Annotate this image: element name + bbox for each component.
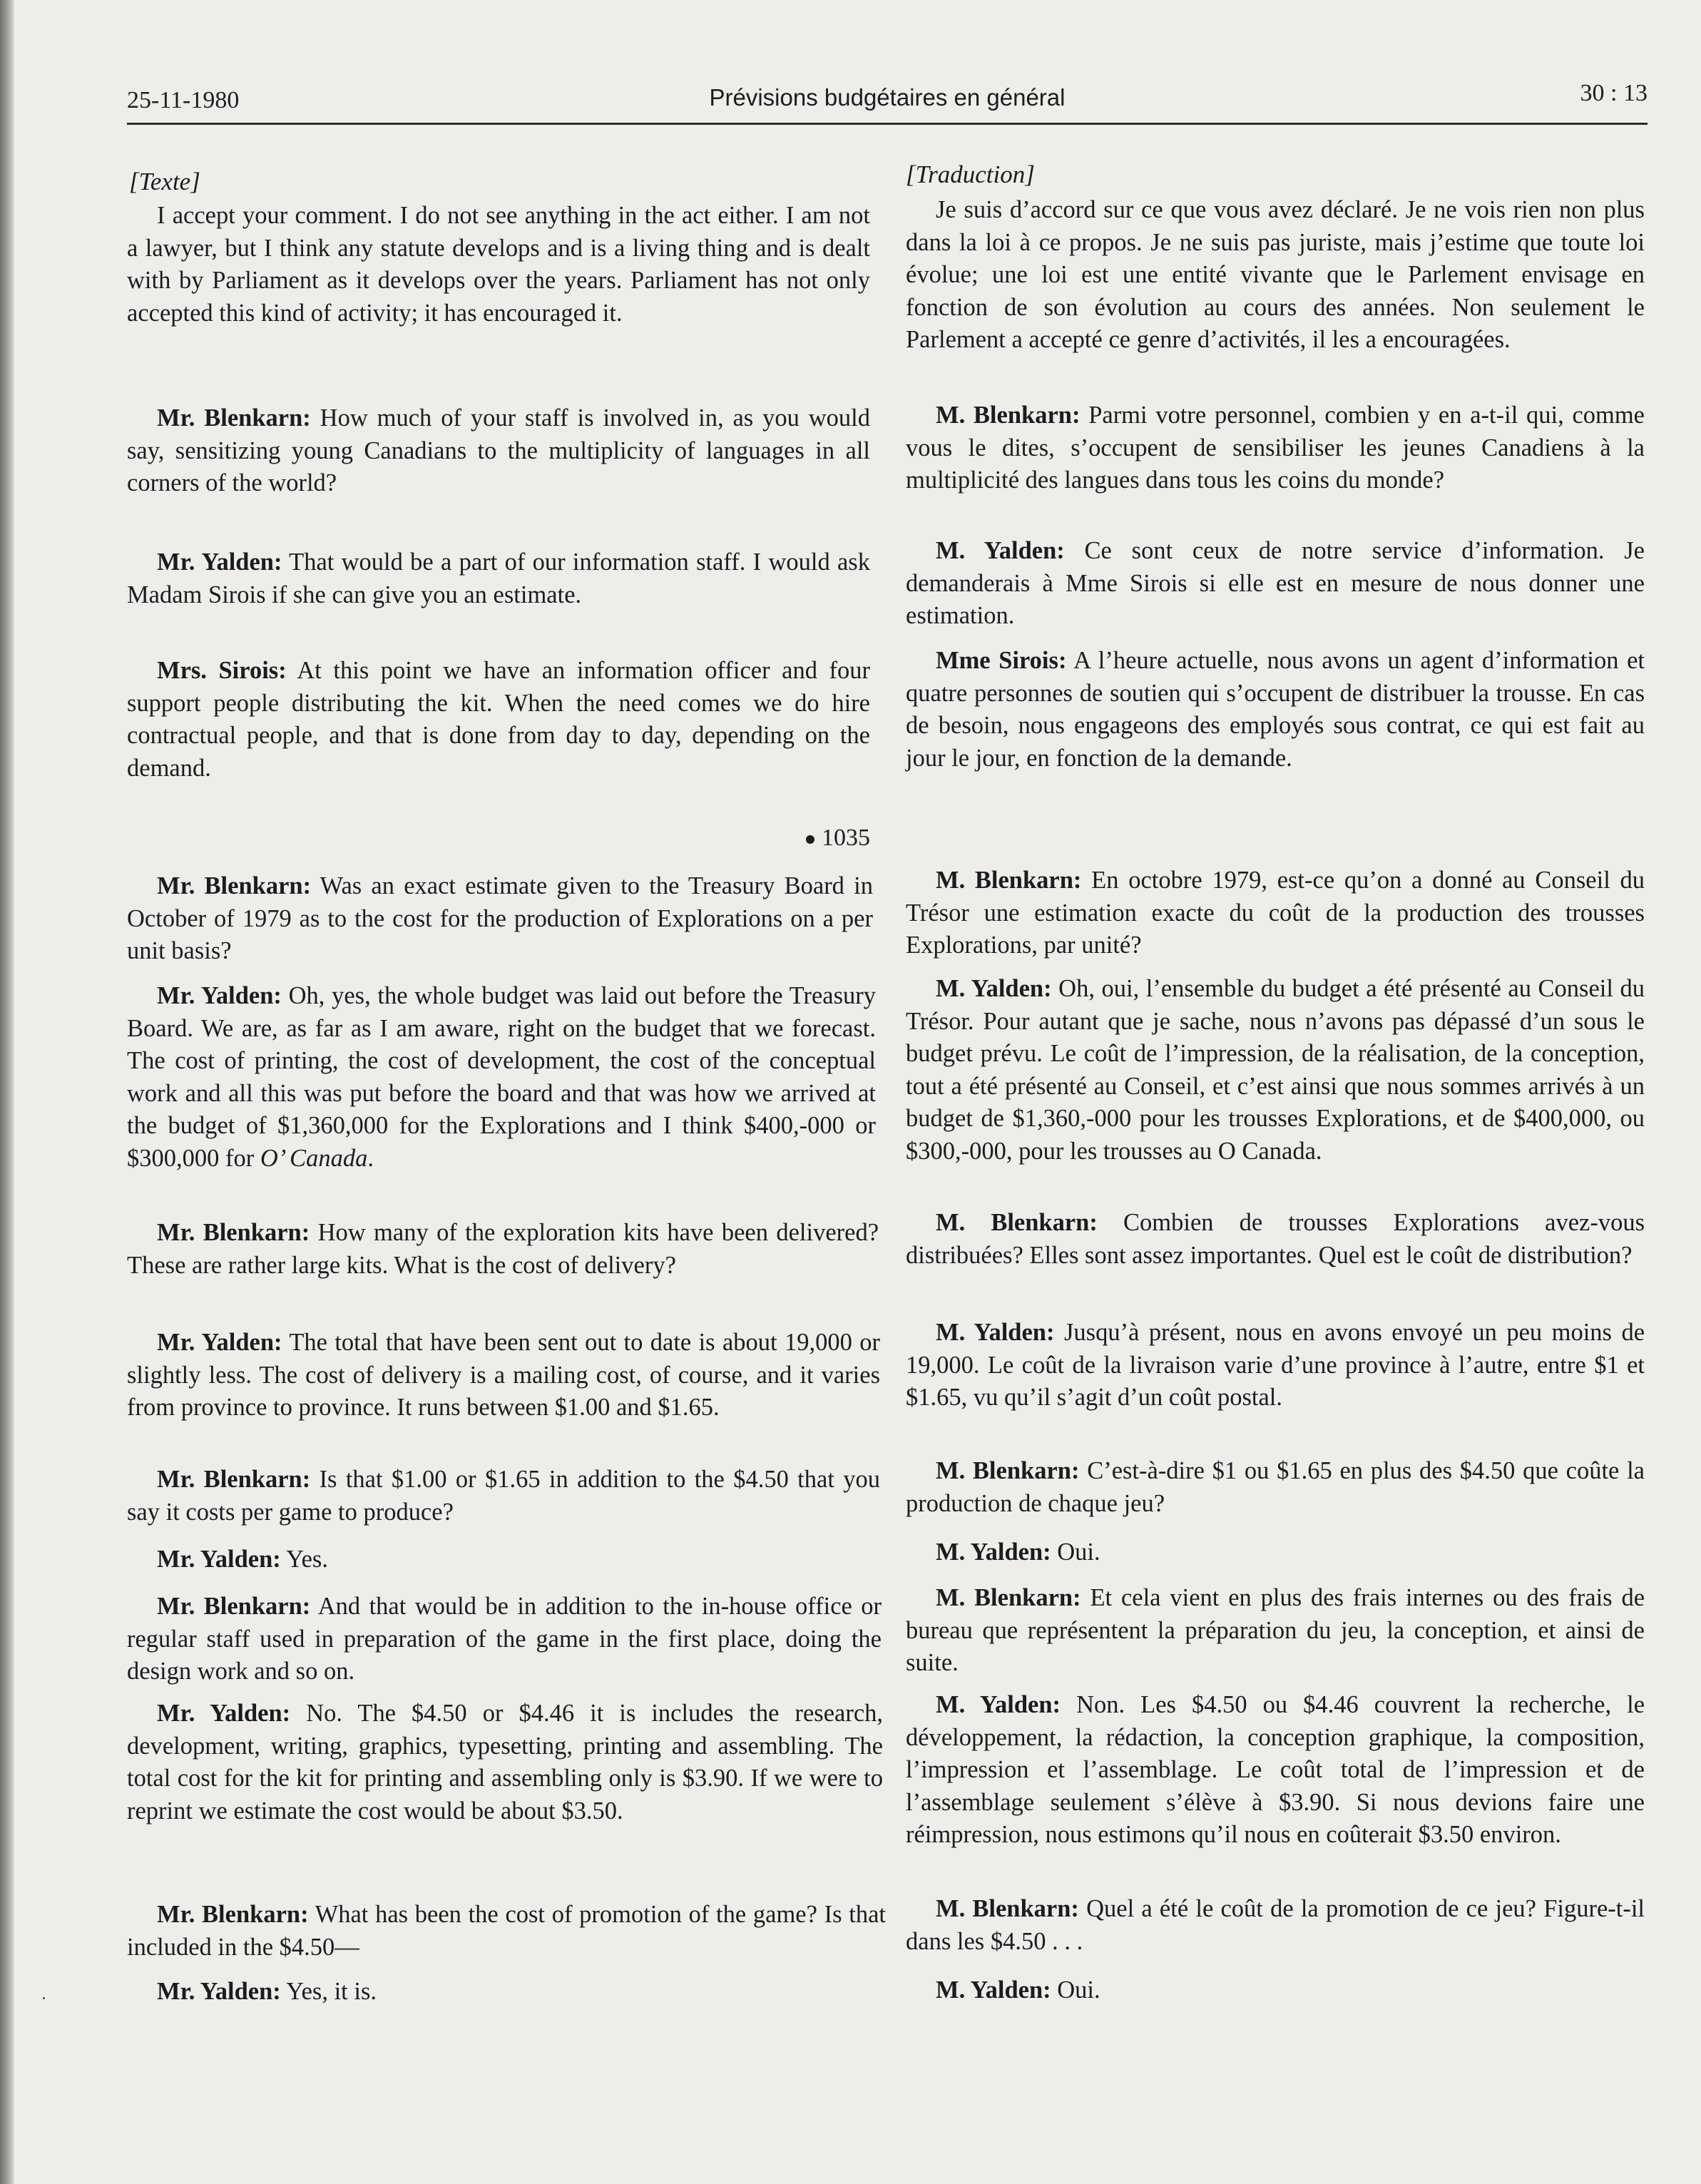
time-marker: 1035 xyxy=(806,822,870,854)
speaker-name: M. Blenkarn: xyxy=(936,1457,1080,1484)
page-header xyxy=(127,80,1648,125)
english-paragraph: Mr. Blenkarn: Is that $1.00 or $1.65 in addition to the $4.50 that you say it costs per game to produce? xyxy=(127,1466,881,1526)
english-paragraph: Mr. Blenkarn: What has been the cost of promotion of the game? Is that included in the $4.50— xyxy=(127,1901,886,1961)
english-paragraph: Mr. Yalden: No. The $4.50 or $4.46 it is includes the research, development, writing, graphics, typesetting, printing and assembling. The total cost for the kit for printing and assembling only is $3.90. If we were to reprint we estimate the cost would be about $3.50. xyxy=(127,1700,884,1825)
speaker-name: M. Blenkarn: xyxy=(936,867,1082,894)
speaker-name: Mr. Blenkarn: xyxy=(157,1466,311,1493)
french-paragraph: M. Yalden: Ce sont ceux de notre service d’information. Je demanderais à Mme Sirois si elle est en mesure de nous donner une estimation. xyxy=(906,537,1645,629)
speaker-name: Mr. Yalden: xyxy=(157,1978,281,2005)
page-binding-edge xyxy=(0,0,14,2184)
speaker-name: M. Blenkarn: xyxy=(936,402,1081,429)
speaker-name: Mme Sirois: xyxy=(936,647,1067,674)
french-paragraph: M. Yalden: Non. Les $4.50 ou $4.46 couvrent la recherche, le développement, la rédaction, la conception graphique, la composition, l’impression et l’assemblage. Le coût total de l’impression et de l’assemblage seulement s’élève à $3.90. Si nous devions faire une réimpression, nous estimons qu’il nous en coûterait $3.50 environ. xyxy=(906,1691,1645,1848)
french-paragraph: Mme Sirois: A l’heure actuelle, nous avons un agent d’information et quatre personnes de soutien qui s’occupent de distribuer la trousse. En cas de besoin, nous engageons des employés sous contrat, ce qui est fait au jour le jour, en fonction de la demande. xyxy=(906,647,1645,772)
speaker-name: Mr. Yalden: xyxy=(157,1546,281,1573)
french-paragraph: M. Yalden: Oui. xyxy=(936,1976,1100,2004)
paper-speck xyxy=(43,1997,45,1999)
english-paragraph: Mr. Blenkarn: And that would be in addition to the in-house office or regular staff used in preparation of the game in the first place, doing the design work and so on. xyxy=(127,1593,882,1685)
speaker-name: Mr. Blenkarn: xyxy=(157,872,312,899)
speaker-name: M. Blenkarn: xyxy=(936,1584,1081,1611)
speaker-name: Mr. Yalden: xyxy=(157,1700,291,1727)
page-number: 30 : 13 xyxy=(1580,80,1648,106)
header-date: 25-11-1980 xyxy=(127,87,240,113)
french-paragraph: Je suis d’accord sur ce que vous avez déclaré. Je ne vois rien non plus dans la loi à ce propos. Je ne suis pas juriste, mais j’estime que toute loi évolue; une loi est une entité vivante que le Parlement envisage en fonction de son évolution au cours des années. Non seulement le Parlement a accepté ce genre d’activités, il les a encouragées. xyxy=(906,196,1645,353)
header-title: Prévisions budgétaires en général xyxy=(709,84,1066,111)
speaker-name: M. Yalden: xyxy=(936,975,1052,1002)
speaker-name: Mrs. Sirois: xyxy=(157,657,287,684)
speaker-name: Mr. Yalden: xyxy=(157,548,282,576)
speaker-name: M. Yalden: xyxy=(936,1319,1055,1346)
english-paragraph: Mr. Yalden: Yes. xyxy=(157,1546,328,1573)
speaker-name: M. Blenkarn: xyxy=(936,1209,1098,1236)
speaker-name: Mr. Yalden: xyxy=(157,982,282,1009)
speaker-name: M. Yalden: xyxy=(936,1691,1061,1718)
french-paragraph: M. Blenkarn: Combien de trousses Explorations avez-vous distribuées? Elles sont assez importantes. Quel est le coût de distribution? xyxy=(906,1209,1645,1269)
english-paragraph: Mr. Yalden: That would be a part of our information staff. I would ask Madam Sirois if she can give you an estimate. xyxy=(127,548,870,608)
french-paragraph: M. Yalden: Oh, oui, l’ensemble du budget a été présenté au Conseil du Trésor. Pour autant que je sache, nous n’avons pas dépassé d’un sous le budget prévu. Le coût de l’impression, de la réalisation, de la conception, tout a été présenté au Conseil, et c’est ainsi que nous sommes arrivés à un budget de $1,360,-000 pour les trousses Explorations, et de $400,000, ou $300,-000, pour les trousses au O Canada. xyxy=(906,975,1645,1165)
french-paragraph: M. Blenkarn: En octobre 1979, est-ce qu’on a donné au Conseil du Trésor une estimation exacte du coût de la production des trousses Explorations, par unité? xyxy=(906,867,1645,959)
speaker-name: Mr. Blenkarn: xyxy=(157,404,311,432)
english-paragraph: I accept your comment. I do not see anything in the act either. I am not a lawyer, but I think any statute develops and is a living thing and is dealt with by Parliament as it develops over the years. Parliament has not only accepted this kind of activity; it has encouraged it. xyxy=(127,202,870,327)
french-paragraph: M. Blenkarn: Quel a été le coût de la promotion de ce jeu? Figure-t-il dans les $4.50 . . . xyxy=(906,1895,1645,1955)
english-paragraph: Mr. Yalden: Oh, yes, the whole budget was laid out before the Treasury Board. We are, as far as I am aware, right on the budget that we forecast. The cost of printing, the cost of development, the cost of the conceptual work and all this was put before the board and that was how we arrived at the budget of $1,360,000 for the Explorations and I think $400,-000 or $300,000 for O’ Canada. xyxy=(127,982,876,1172)
speaker-name: M. Yalden: xyxy=(936,1976,1051,2004)
french-paragraph: M. Yalden: Jusqu’à présent, nous en avons envoyé un peu moins de 19,000. Le coût de la livraison varie d’une province à l’autre, entre $1 et $1.65, vu qu’il s’agit d’un coût postal. xyxy=(906,1319,1645,1411)
english-paragraph: Mr. Blenkarn: How many of the exploration kits have been delivered? These are rather large kits. What is the cost of delivery? xyxy=(127,1219,879,1279)
french-paragraph: M. Blenkarn: Et cela vient en plus des frais internes ou des frais de bureau que représentent la préparation du jeu, la conception, et ainsi de suite. xyxy=(906,1584,1645,1676)
speaker-name: M. Yalden: xyxy=(936,1539,1051,1566)
speaker-name: M. Yalden: xyxy=(936,537,1065,564)
french-paragraph: M. Blenkarn: Parmi votre personnel, combien y en a-t-il qui, comme vous le dites, s’occupent de sensibiliser les jeunes Canadiens à la multiplicité des langues dans tous les coins du monde? xyxy=(906,402,1645,494)
english-paragraph: Mr. Yalden: The total that have been sent out to date is about 19,000 or slightly less. The cost of delivery is a mailing cost, of course, and it varies from province to province. It runs between $1.00 and $1.65. xyxy=(127,1329,881,1421)
english-paragraph: Mr. Yalden: Yes, it is. xyxy=(157,1978,377,2005)
speaker-name: Mr. Blenkarn: xyxy=(157,1219,310,1246)
english-paragraph: Mrs. Sirois: At this point we have an information officer and four support people distributing the kit. When the need comes we do hire contractual people, and that is done from day to day, depending on the demand. xyxy=(127,657,870,782)
speaker-name: Mr. Blenkarn: xyxy=(157,1901,309,1928)
english-paragraph: Mr. Blenkarn: How much of your staff is involved in, as you would say, sensitizing young Canadians to the multiplicity of languages in all corners of the world? xyxy=(127,404,871,496)
speaker-name: Mr. Blenkarn: xyxy=(157,1593,311,1620)
texte-tag: [Texte] xyxy=(129,168,200,195)
traduction-tag: [Traduction] xyxy=(906,160,1035,188)
english-paragraph: Mr. Blenkarn: Was an exact estimate given to the Treasury Board in October of 1979 as to the cost for the production of Explorations on a per unit basis? xyxy=(127,872,873,964)
french-paragraph: M. Blenkarn: C’est-à-dire $1 ou $1.65 en plus des $4.50 que coûte la production de chaque jeu? xyxy=(906,1457,1645,1517)
speaker-name: M. Blenkarn: xyxy=(936,1895,1079,1922)
speaker-name: Mr. Yalden: xyxy=(157,1329,282,1356)
bullet-icon xyxy=(806,835,814,844)
french-paragraph: M. Yalden: Oui. xyxy=(936,1539,1100,1566)
